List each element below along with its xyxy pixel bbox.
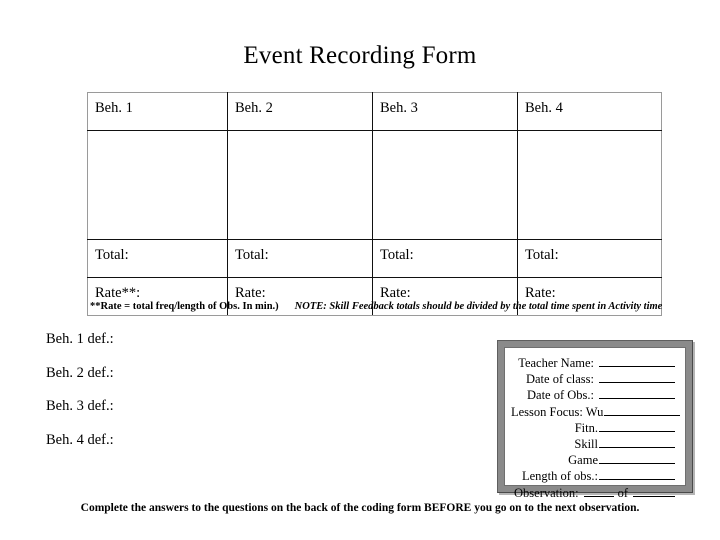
rate-cell-beh-3[interactable]: Rate:: [373, 278, 518, 316]
tally-cell-beh-2[interactable]: [228, 131, 373, 240]
field-observation-count-label: Observation:: [514, 485, 579, 500]
field-lesson-focus-fitness: [511, 420, 675, 436]
tally-cell-beh-3[interactable]: [373, 131, 518, 240]
table-tally-row: [88, 131, 662, 240]
field-length-of-obs-label: Length of obs.:: [521, 469, 598, 484]
field-lesson-focus-warmup: [511, 404, 675, 420]
field-date-of-class: [511, 371, 675, 387]
column-header-beh-3: Beh. 3: [373, 93, 518, 131]
observation-info-panel: [497, 340, 693, 500]
rate-cell-beh-1[interactable]: Rate**:: [88, 278, 228, 316]
behaviour-definitions: [46, 332, 346, 466]
behaviour-definition-1: Beh. 1 def.:: [46, 331, 114, 347]
field-observation-current-input[interactable]: [584, 485, 614, 497]
field-lesson-focus-game: [511, 452, 675, 468]
column-header-beh-2: Beh. 2: [228, 93, 373, 131]
field-length-of-obs-input[interactable]: [599, 468, 675, 480]
field-teacher-name-input[interactable]: [599, 355, 675, 367]
total-cell-beh-1[interactable]: Total:: [88, 240, 228, 278]
column-header-beh-4: Beh. 4: [518, 93, 662, 131]
table-total-row: [88, 240, 662, 278]
field-date-of-obs-input[interactable]: [599, 387, 675, 399]
field-lesson-focus-game-label: Game: [568, 453, 598, 468]
footnote-note: NOTE: Skill Feedback totals should be divided by the total time spent in Activity time: [294, 301, 663, 312]
field-length-of-obs: [511, 468, 675, 484]
total-cell-beh-2[interactable]: Total:: [228, 240, 373, 278]
column-header-beh-1: Beh. 1: [88, 93, 228, 131]
field-observation-total-input[interactable]: [633, 485, 675, 497]
field-lesson-focus-skill: [511, 436, 675, 452]
field-lesson-focus-skill-input[interactable]: [599, 436, 675, 448]
field-date-of-obs-label: Date of Obs.:: [527, 388, 594, 403]
behaviour-definition-3: Beh. 3 def.:: [46, 398, 114, 414]
field-date-of-obs: [511, 387, 675, 403]
bottom-instruction: Complete the answers to the questions on the back of the coding form BEFORE you go on to the next observation.: [80, 502, 640, 514]
field-lesson-focus-warmup-label: Lesson Focus: Wu: [511, 404, 604, 419]
page-title: Event Recording Form: [243, 42, 477, 69]
table-header-row: [88, 93, 662, 131]
behaviour-definition-4: Beh. 4 def.:: [46, 431, 114, 448]
field-date-of-class-input[interactable]: [599, 371, 675, 383]
field-lesson-focus-fitness-label: Fitn.: [574, 420, 598, 435]
field-lesson-focus-game-input[interactable]: [599, 452, 675, 464]
table-footnote: [90, 301, 690, 314]
event-recording-table: [87, 92, 662, 316]
total-cell-beh-4[interactable]: Total:: [518, 240, 662, 278]
field-teacher-name: [511, 355, 675, 371]
field-teacher-name-label: Teacher Name:: [518, 356, 594, 370]
rate-cell-beh-4[interactable]: Rate:: [518, 278, 662, 316]
total-cell-beh-3[interactable]: Total:: [373, 240, 518, 278]
field-observation-count: [511, 485, 675, 501]
behaviour-definition-2: Beh. 2 def.:: [46, 364, 114, 381]
tally-cell-beh-1[interactable]: [88, 131, 228, 240]
rate-cell-beh-2[interactable]: Rate:: [228, 278, 373, 316]
observation-info-panel-inner: [504, 347, 686, 500]
footnote-rate-formula: **Rate = total freq/length of Obs. In min.): [90, 301, 279, 312]
event-recording-table-wrapper: [87, 92, 661, 316]
field-lesson-focus-skill-label: Skill: [574, 437, 598, 452]
field-lesson-focus-warmup-input[interactable]: [604, 404, 680, 416]
field-observation-separator: of: [617, 485, 628, 500]
tally-cell-beh-4[interactable]: [518, 131, 662, 240]
field-lesson-focus-fitness-input[interactable]: [599, 420, 675, 432]
field-date-of-class-label: Date of class:: [525, 372, 594, 387]
